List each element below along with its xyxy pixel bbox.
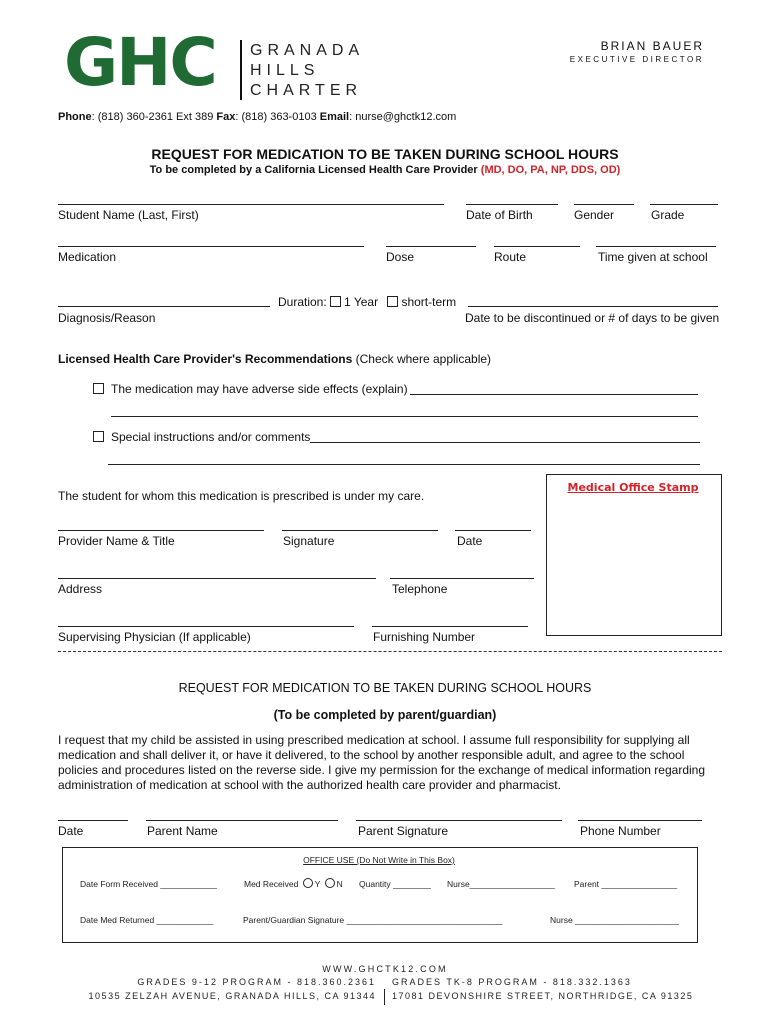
short-term-label: short-term xyxy=(401,295,457,309)
nurse-field-2[interactable]: Nurse ______________________ xyxy=(550,915,680,925)
date-med-returned[interactable]: Date Med Returned ____________ xyxy=(80,915,214,925)
parent-signature-label: Parent Signature xyxy=(358,824,449,838)
duration-label: Duration: xyxy=(278,295,327,309)
student-name-label: Student Name (Last, First) xyxy=(58,208,199,222)
parent-name-label: Parent Name xyxy=(147,824,218,838)
special-checkbox[interactable] xyxy=(93,431,104,442)
parent-phone-label: Phone Number xyxy=(580,824,661,838)
fax-label: Fax xyxy=(216,111,236,123)
contact-line xyxy=(58,111,456,123)
med-received-yes-radio[interactable] xyxy=(303,878,313,888)
provider-signature-label: Signature xyxy=(283,534,335,548)
dob-label: Date of Birth xyxy=(466,208,533,222)
dob-field[interactable] xyxy=(466,204,558,205)
guardian-signature-field[interactable]: Parent/Guardian Signature _________________________________ xyxy=(243,915,503,925)
footer-program-right: GRADES TK-8 PROGRAM - 818.332.1363 xyxy=(392,977,632,987)
footer-divider xyxy=(384,989,385,1005)
one-year-checkbox[interactable] xyxy=(330,296,341,307)
dose-field[interactable] xyxy=(386,246,476,247)
phone-value: : (818) 360-2361 Ext 389 xyxy=(91,111,214,123)
med-received-label: Med Received xyxy=(244,879,299,889)
footer-address-left: 10535 ZELZAH AVENUE, GRANADA HILLS, CA 91344 xyxy=(88,991,376,1001)
discontinue-field[interactable] xyxy=(468,306,718,307)
date-form-received: Date Form Received ____________ xyxy=(80,879,218,889)
special-field-2[interactable] xyxy=(108,464,700,465)
discontinue-label: Date to be discontinued or # of days to be given xyxy=(465,311,720,325)
gender-label: Gender xyxy=(574,208,615,222)
gender-field[interactable] xyxy=(574,204,634,205)
provider-name-label: Provider Name & Title xyxy=(58,534,175,548)
time-field[interactable] xyxy=(596,246,716,247)
care-statement: The student for whom this medication is prescribed is under my care. xyxy=(58,489,425,503)
med-received-no-label: N xyxy=(336,879,343,889)
quantity-field[interactable]: Quantity ________ xyxy=(359,879,431,889)
med-received-yes-label: Y xyxy=(314,879,321,889)
adverse-checkbox[interactable] xyxy=(93,383,104,394)
logo-line-charter: CHARTER xyxy=(250,82,363,99)
recommendations-note: (Check where applicable) xyxy=(355,352,492,366)
adverse-label: The medication may have adverse side effects (explain) xyxy=(111,382,408,396)
logo-line-granada: GRANADA xyxy=(250,42,365,59)
fax-value: : (818) 363-0103 xyxy=(235,111,317,123)
medical-stamp-label: Medical Office Stamp xyxy=(567,481,699,494)
supervising-field[interactable] xyxy=(58,626,354,627)
email-label: Email xyxy=(319,111,350,123)
office-use-title: OFFICE USE (Do Not Write in This Box) xyxy=(303,855,455,865)
recommendations-heading xyxy=(58,352,491,366)
telephone-label: Telephone xyxy=(392,582,448,596)
special-label: Special instructions and/or comments xyxy=(111,430,311,444)
adverse-field[interactable] xyxy=(410,394,698,395)
student-name-field[interactable] xyxy=(58,204,444,205)
footer-website: WWW.GHCTK12.COM xyxy=(322,964,448,974)
parent-paragraph: I request that my child be assisted in using prescribed medication at school. I assume full responsibility for supplying all medication and shall deliver it, or have it delivered, to the school by another responsible adult, and agree to the school policies and procedures listed on the reverse side. I give my permission for the exchange of medical information regarding administration of medication at school with the authorized health care provider and pharmacist. xyxy=(58,733,706,792)
supervising-label: Supervising Physician (If applicable) xyxy=(58,630,251,644)
one-year-label: 1 Year xyxy=(344,295,379,309)
parent-date-label: Date xyxy=(58,824,84,838)
grade-label: Grade xyxy=(651,208,685,222)
cut-line xyxy=(58,651,722,652)
dose-label: Dose xyxy=(386,250,415,264)
logo-line-hills: HILLS xyxy=(250,62,320,79)
med-received-group xyxy=(244,878,343,889)
telephone-field[interactable] xyxy=(390,578,534,579)
provider-subtitle xyxy=(0,164,770,176)
email-value: : nurse@ghctk12.com xyxy=(349,111,457,123)
medication-label: Medication xyxy=(58,250,117,264)
director-block xyxy=(570,40,704,66)
provider-signature-field[interactable] xyxy=(282,530,438,531)
provider-title: REQUEST FOR MEDICATION TO BE TAKEN DURING SCHOOL HOURS xyxy=(151,146,619,162)
footer-address-right: 17081 DEVONSHIRE STREET, NORTHRIDGE, CA 91325 xyxy=(392,991,694,1001)
provider-date-label: Date xyxy=(457,534,483,548)
provider-date-field[interactable] xyxy=(455,530,531,531)
address-label: Address xyxy=(58,582,103,596)
route-label: Route xyxy=(494,250,527,264)
parent-signature-field[interactable] xyxy=(356,820,562,821)
diagnosis-label: Diagnosis/Reason xyxy=(58,311,156,325)
duration-group xyxy=(278,295,456,309)
medical-stamp-box[interactable] xyxy=(546,474,722,636)
logo-words xyxy=(250,41,364,101)
grade-field[interactable] xyxy=(650,204,718,205)
adverse-field-2[interactable] xyxy=(111,416,698,417)
special-field[interactable] xyxy=(310,442,700,443)
med-received-no-radio[interactable] xyxy=(325,878,335,888)
diagnosis-field[interactable] xyxy=(58,306,270,307)
logo-divider xyxy=(240,40,242,100)
parent-name-field[interactable] xyxy=(146,820,338,821)
provider-credentials: (MD, DO, PA, NP, DDS, OD) xyxy=(480,164,621,176)
logo-ghc: GHC xyxy=(64,24,216,101)
medication-field[interactable] xyxy=(58,246,364,247)
time-label: Time given at school xyxy=(598,250,708,264)
recommendations-bold: Licensed Health Care Provider's Recommendations xyxy=(58,352,353,366)
furnishing-field[interactable] xyxy=(372,626,528,627)
furnishing-label: Furnishing Number xyxy=(373,630,476,644)
parent-phone-field[interactable] xyxy=(578,820,702,821)
parent-office-field[interactable]: Parent ________________ xyxy=(574,879,678,889)
footer-program-left: GRADES 9-12 PROGRAM - 818.360.2361 xyxy=(137,977,376,987)
parent-title: REQUEST FOR MEDICATION TO BE TAKEN DURING SCHOOL HOURS xyxy=(178,681,592,695)
phone-label: Phone xyxy=(58,111,92,123)
parent-subtitle: (To be completed by parent/guardian) xyxy=(273,708,497,722)
short-term-checkbox[interactable] xyxy=(387,296,398,307)
director-title: EXECUTIVE DIRECTOR xyxy=(569,55,704,64)
provider-subtitle-text: To be completed by a California Licensed Health Care Provider xyxy=(149,164,478,176)
director-name: BRIAN BAUER xyxy=(600,39,704,53)
address-field[interactable] xyxy=(58,578,376,579)
nurse-field-1[interactable]: Nurse__________________ xyxy=(447,879,555,889)
route-field[interactable] xyxy=(494,246,580,247)
provider-name-field[interactable] xyxy=(58,530,264,531)
parent-date-field[interactable] xyxy=(58,820,128,821)
